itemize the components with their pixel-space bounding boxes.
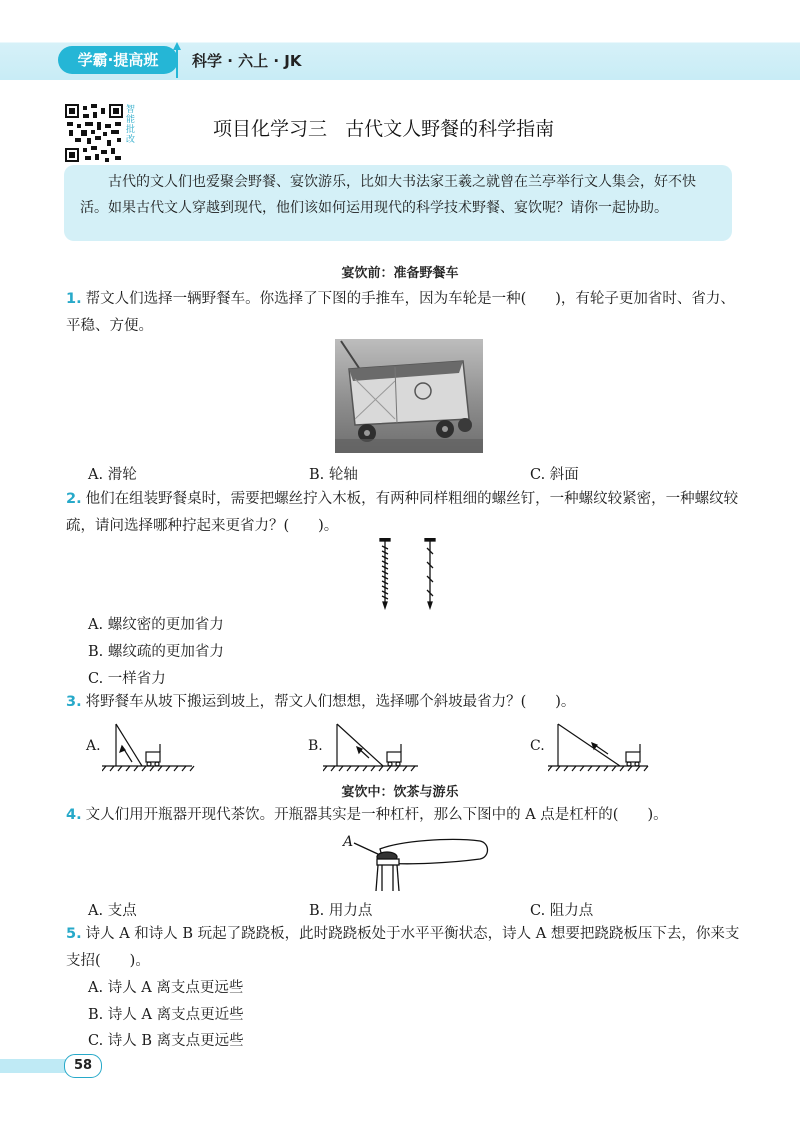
question-text: 诗人 A 和诗人 B 玩起了跷跷板，此时跷跷板处于水平平衡状态，诗人 A 想要把跷跷板压下去，你来支支招( )。 <box>66 926 740 969</box>
question-text: 他们在组装野餐桌时，需要把螺丝拧入木板，有两种同样粗细的螺丝钉，一种螺纹较紧密，一种螺纹较疏，请问选择哪种拧起来更省力？( )。 <box>66 491 739 534</box>
question-number: 5. <box>66 926 82 942</box>
question-text: 帮文人们选择一辆野餐车。你选择了下图的手推车，因为车轮是一种( )，有轮子更加省时、省力、平稳、方便。 <box>66 291 735 334</box>
page-number-badge <box>0 1054 100 1078</box>
q4-option-c[interactable]: C. 阻力点 <box>530 903 594 919</box>
q1-option-c[interactable]: C. 斜面 <box>530 467 579 483</box>
section-title-during: 宴饮中：饮茶与游乐 <box>341 785 459 800</box>
q2-option-a[interactable]: A. 螺纹密的更加省力 <box>88 617 224 633</box>
screws-figure <box>370 538 445 610</box>
question-5 <box>66 921 744 975</box>
qr-note: 智能批改 <box>126 105 136 145</box>
question-number: 3. <box>66 694 82 710</box>
q1-option-a[interactable]: A. 滑轮 <box>88 467 137 483</box>
point-a-label: A <box>343 834 354 850</box>
section-title-before: 宴饮前：准备野餐车 <box>341 266 459 281</box>
qr-code-icon[interactable] <box>65 104 123 162</box>
intro-box: 古代的文人们也爱聚会野餐、宴饮游乐，比如大书法家王羲之就曾在兰亭举行文人集会，好不快活。如果古代文人穿越到现代，他们该如何运用现代的科学技术野餐、宴饮呢？请你一起协助。 <box>64 165 732 241</box>
arrow-up-icon <box>173 42 181 78</box>
q4-option-a[interactable]: A. 支点 <box>88 903 137 919</box>
q4-option-b[interactable]: B. 用力点 <box>309 903 373 919</box>
question-number: 4. <box>66 807 82 823</box>
ramp-c-figure <box>548 722 668 772</box>
q2-option-b[interactable]: B. 螺纹疏的更加省力 <box>88 644 224 660</box>
ramp-label-a[interactable]: A. <box>86 738 101 754</box>
question-1 <box>66 286 744 340</box>
question-text: 文人们用开瓶器开现代茶饮。开瓶器其实是一种杠杆，那么下图中的 A 点是杠杆的( )。 <box>85 807 668 823</box>
bottle-opener-figure <box>340 835 490 893</box>
brand-badge: 学霸·提高班 <box>58 46 178 74</box>
ramp-label-b[interactable]: B. <box>308 738 323 754</box>
ramp-a-figure <box>102 722 217 772</box>
q5-option-c[interactable]: C. 诗人 B 离支点更远些 <box>88 1033 244 1049</box>
wagon-cart-photo <box>335 339 483 453</box>
q5-option-a[interactable]: A. 诗人 A 离支点更远些 <box>88 980 244 996</box>
question-4 <box>66 802 744 829</box>
question-2 <box>66 486 744 540</box>
q5-option-b[interactable]: B. 诗人 A 离支点更近些 <box>88 1007 244 1023</box>
page-number: 58 <box>64 1054 102 1078</box>
page-number-bar <box>0 1059 70 1073</box>
subject-label: 科学 · 六上 · JK <box>192 52 302 70</box>
question-number: 1. <box>66 291 82 307</box>
question-number: 2. <box>66 491 82 507</box>
page-title: 项目化学习三 古代文人野餐的科学指南 <box>213 118 555 140</box>
ramp-b-figure <box>323 722 438 772</box>
q1-option-b[interactable]: B. 轮轴 <box>309 467 358 483</box>
question-3 <box>66 689 744 716</box>
question-text: 将野餐车从坡下搬运到坡上，帮文人们想想，选择哪个斜坡最省力？( )。 <box>85 694 576 710</box>
q2-option-c[interactable]: C. 一样省力 <box>88 671 166 687</box>
ramp-label-c[interactable]: C. <box>530 738 545 754</box>
